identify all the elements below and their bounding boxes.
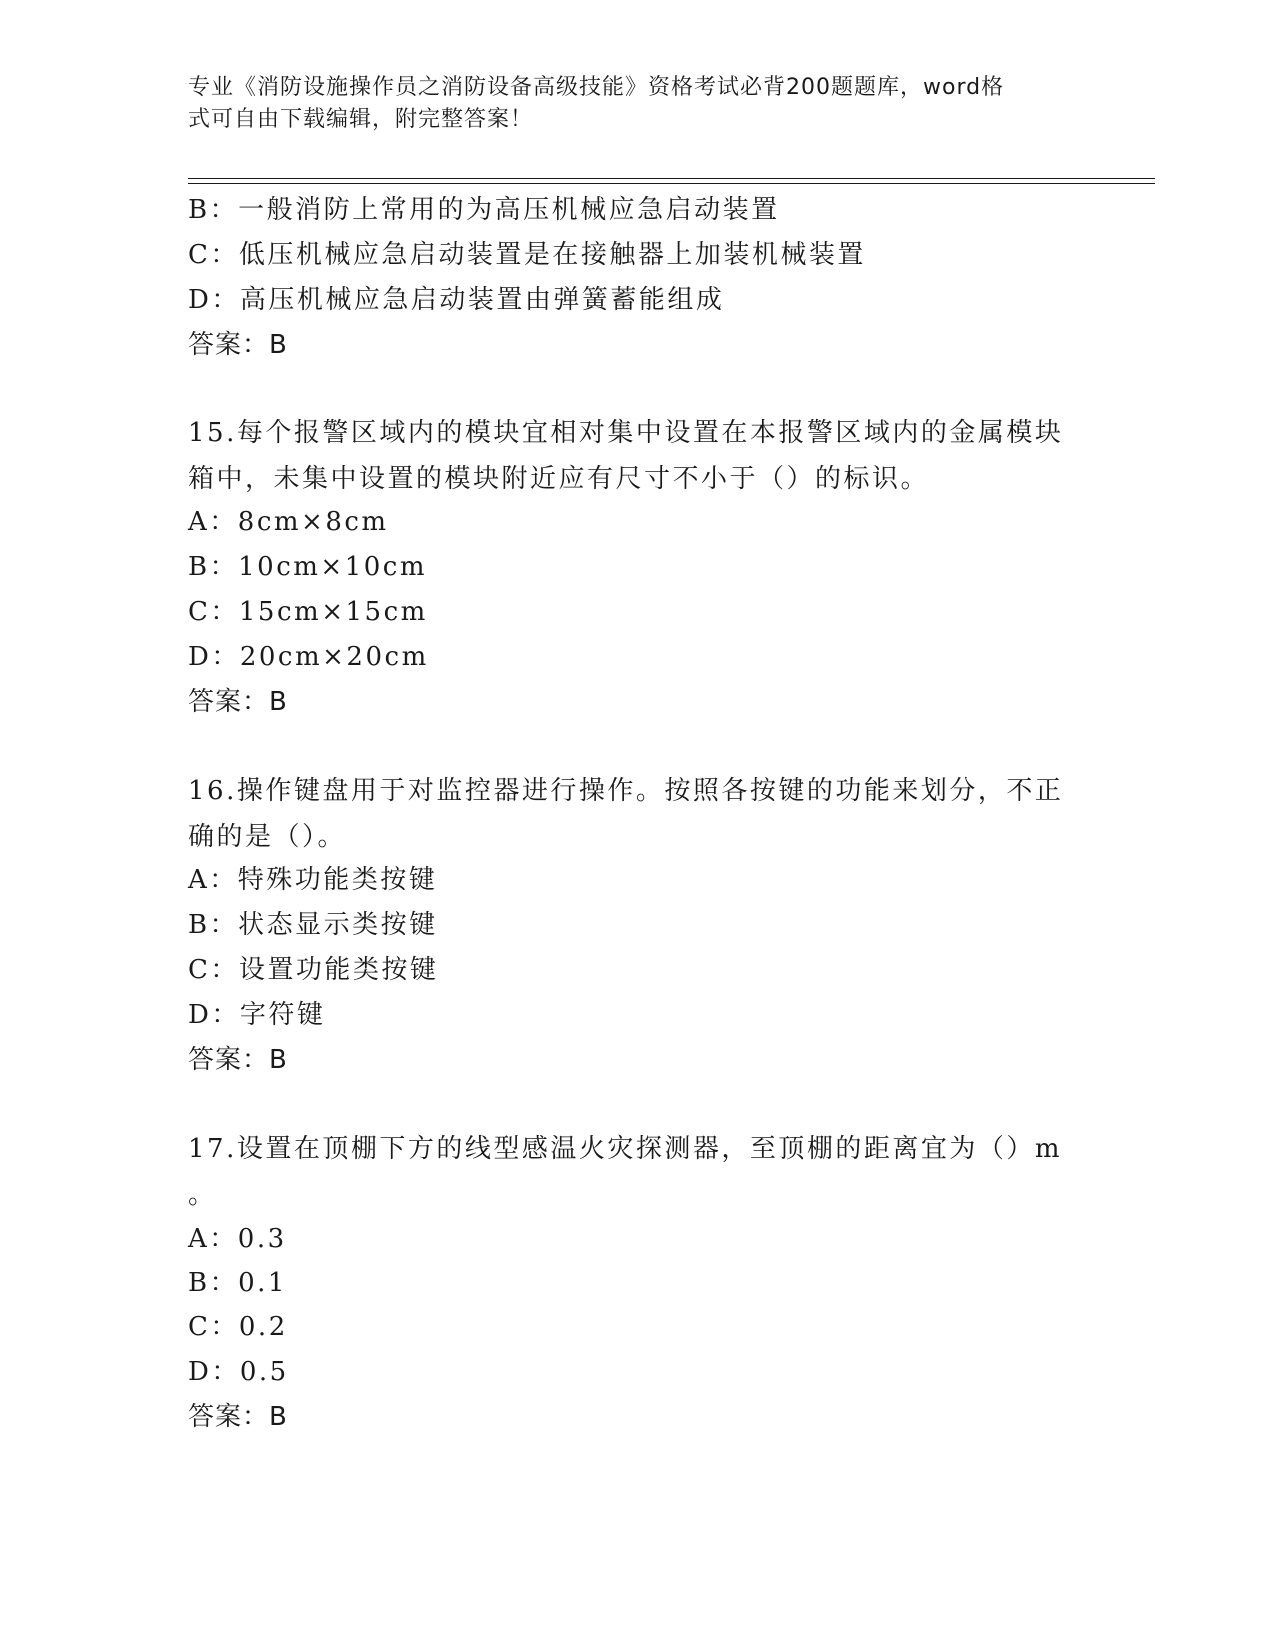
q15-stem-line-2: 箱中，未集中设置的模块附近应有尺寸不小于（）的标识。 <box>188 464 930 494</box>
q17-option-d: D：0.5 <box>188 1357 289 1387</box>
q15-option-a: A：8cm×8cm <box>188 507 389 537</box>
q15-stem-line-1: 15.每个报警区域内的模块宜相对集中设置在本报警区域内的金属模块 <box>188 418 1064 448</box>
q14-option-d: D：高压机械应急启动装置由弹簧蓄能组成 <box>188 285 725 315</box>
q14-option-b: B：一般消防上常用的为高压机械应急启动装置 <box>188 195 780 225</box>
q15-option-b: B：10cm×10cm <box>188 552 427 582</box>
q16-stem <box>188 768 1088 860</box>
q16-stem-line-1: 16.操作键盘用于对监控器进行操作。按照各按键的功能来划分，不正 <box>188 776 1064 806</box>
q15-stem <box>188 410 1088 502</box>
header-divider-bottom <box>188 183 1155 184</box>
q17-option-b: B：0.1 <box>188 1268 287 1298</box>
q16-option-c: C：设置功能类按键 <box>188 955 439 985</box>
q17-option-c: C：0.2 <box>188 1312 288 1342</box>
q16-option-b: B：状态显示类按键 <box>188 910 438 940</box>
q14-answer: 答案：B <box>188 330 288 360</box>
header-line-1: 专业《消防设施操作员之消防设备高级技能》资格考试必背200题题库，word格 <box>188 75 1005 100</box>
q16-option-d: D：字符键 <box>188 1000 326 1030</box>
q17-answer: 答案：B <box>188 1402 288 1432</box>
q15-option-c: C：15cm×15cm <box>188 597 428 627</box>
q16-option-a: A：特殊功能类按键 <box>188 865 438 895</box>
document-header <box>188 72 1068 136</box>
q16-answer: 答案：B <box>188 1045 288 1075</box>
q17-stem-line-2: 。 <box>188 1180 217 1210</box>
q15-option-d: D：20cm×20cm <box>188 642 429 672</box>
q17-option-a: A：0.3 <box>188 1224 287 1254</box>
q16-stem-line-2: 确的是（）。 <box>188 822 347 852</box>
q17-stem <box>188 1126 1088 1218</box>
header-divider-top <box>188 178 1155 179</box>
header-line-2: 式可自由下载编辑，附完整答案！ <box>188 107 534 132</box>
q14-option-c: C：低压机械应急启动装置是在接触器上加装机械装置 <box>188 240 866 270</box>
q17-stem-line-1: 17.设置在顶棚下方的线型感温火灾探测器，至顶棚的距离宜为（）m <box>188 1134 1063 1164</box>
q15-answer: 答案：B <box>188 687 288 717</box>
